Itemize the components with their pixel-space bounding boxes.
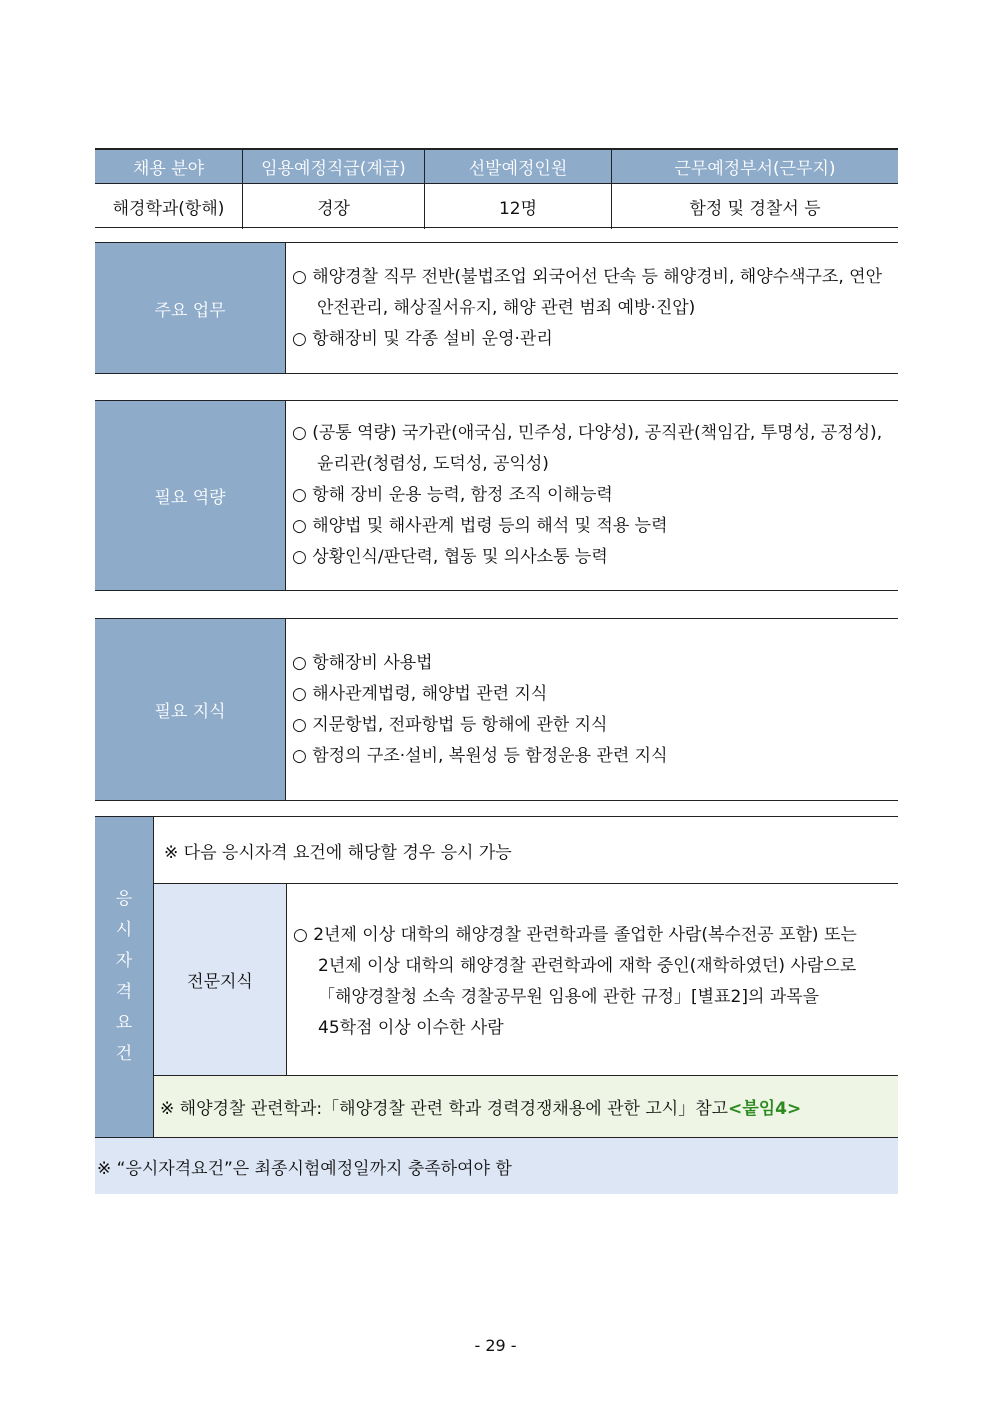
duties-line: ○ 해양경찰 직무 전반(불법조업 외국어선 단속 등 해양경비, 해양수색구조, 연안	[292, 266, 882, 287]
attachment-reference: <붙임4>	[728, 1099, 802, 1119]
header-department: 근무예정부서(근무지)	[674, 159, 836, 179]
competency-line: ○ 항해 장비 운용 능력, 함정 조직 이해능력	[292, 485, 613, 505]
eligibility-row	[154, 884, 898, 1076]
eligibility-label-char: 시	[115, 920, 133, 940]
knowledge-label: 필요 지식	[95, 619, 286, 800]
table-header-row	[95, 150, 898, 184]
competency-section	[95, 400, 898, 591]
eligibility-sub-label: 전문지식	[154, 884, 287, 1075]
eligibility-label-char: 요	[115, 1013, 133, 1033]
eligibility-section	[95, 816, 898, 1138]
eligibility-note	[154, 1076, 898, 1137]
eligibility-intro: ※ 다음 응시자격 요건에 해당할 경우 응시 가능	[154, 817, 898, 884]
knowledge-section	[95, 618, 898, 801]
header-headcount: 선발예정인원	[425, 150, 612, 183]
recruitment-table	[95, 148, 898, 228]
competency-line: ○ 상황인식/판단력, 협동 및 의사소통 능력	[292, 547, 608, 567]
knowledge-line: ○ 항해장비 사용법	[292, 652, 433, 673]
knowledge-line: ○ 해사관계법령, 해양법 관련 지식	[292, 683, 548, 704]
eligibility-label-char: 격	[115, 982, 133, 1002]
cell-headcount: 12명	[425, 184, 612, 229]
eligibility-note-text: ※ 해양경찰 관련학과:「해양경찰 관련 학과 경력경쟁채용에 관한 고시」참고	[160, 1099, 729, 1119]
competency-label: 필요 역량	[95, 401, 286, 590]
eligibility-line: 2년제 이상 대학의 해양경찰 관련학과에 재학 중인(재학하였던) 사람으로	[318, 955, 857, 976]
competency-line: ○ (공통 역량) 국가관(애국심, 민주성, 다양성), 공직관(책임감, 투명성, 공정성),	[292, 423, 883, 443]
duties-line: ○ 항해장비 및 각종 설비 운영·관리	[292, 328, 553, 349]
footnote: ※ “응시자격요건”은 최종시험예정일까지 충족하여야 함	[95, 1138, 898, 1194]
cell-rank: 경장	[243, 184, 425, 229]
eligibility-line: 「해양경찰청 소속 경찰공무원 임용에 관한 규정」[별표2]의 과목을	[318, 986, 820, 1007]
competency-line: ○ 해양법 및 해사관계 법령 등의 해석 및 적용 능력	[292, 516, 668, 536]
cell-field: 해경학과(항해)	[95, 184, 243, 229]
knowledge-line: ○ 지문항법, 전파항법 등 항해에 관한 지식	[292, 714, 608, 735]
knowledge-line: ○ 함정의 구조·설비, 복원성 등 함정운용 관련 지식	[292, 745, 668, 766]
eligibility-label-char: 자	[115, 951, 133, 971]
cell-department: 함정 및 경찰서 등	[689, 199, 821, 219]
duties-section	[95, 242, 898, 374]
header-rank: 임용예정직급(계급)	[243, 150, 425, 183]
competency-line: 윤리관(청렴성, 도덕성, 공익성)	[317, 454, 549, 474]
eligibility-line: 45학점 이상 이수한 사람	[318, 1017, 504, 1038]
eligibility-label-char: 건	[115, 1044, 133, 1064]
eligibility-label-char: 응	[115, 889, 133, 909]
eligibility-line: ○ 2년제 이상 대학의 해양경찰 관련학과를 졸업한 사람(복수전공 포함) 또는	[293, 924, 857, 945]
duties-label: 주요 업무	[95, 243, 286, 373]
duties-line: 안전관리, 해상질서유지, 해양 관련 범죄 예방·진압)	[317, 297, 696, 318]
header-field: 채용 분야	[95, 150, 243, 183]
table-row	[95, 184, 898, 229]
page-number: - 29 -	[474, 1336, 517, 1355]
eligibility-label	[95, 817, 154, 1137]
